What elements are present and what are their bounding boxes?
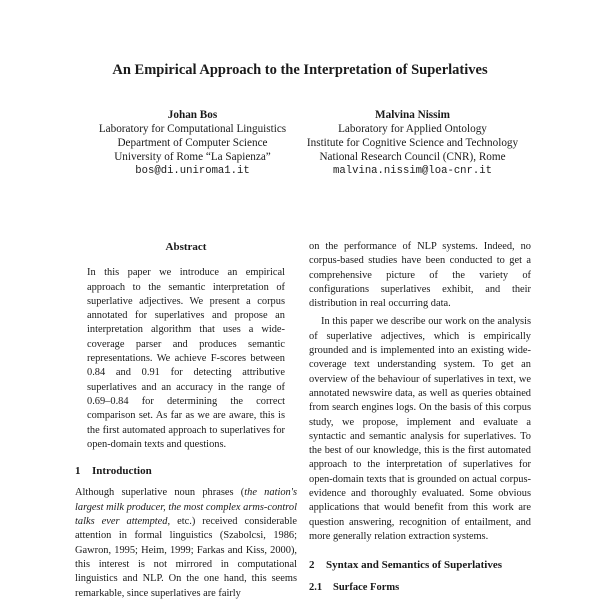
abstract-text: In this paper we introduce an empirical approach to the semantic interpretation of superlative adjectives. We present a corpus annotated for superlatives and propose an interpretation algorithm that uses a wide-coverage parser and produces semantic representations. We achieve F-scores between 0.84 and 0.91 for detecting attributive superlatives and an accuracy in the range of 0.69–0.84 for determining the correct comparison set. As far as we are aware, this is the first automated approach to superlatives for open-domain texts and questions. <box>87 267 285 450</box>
intro-paragraph-1-continued: on the performance of NLP systems. Indeed, no corpus-based studies have been conducted to get a comprehensive picture of the variety of configurations superlatives exhibit, and their distribution in real occurring data. <box>309 241 531 310</box>
section-heading-2 <box>309 558 531 572</box>
section-number: 2 <box>309 559 315 572</box>
section-number: 1 <box>75 465 81 478</box>
author-block-2 <box>300 108 525 178</box>
intro-examples: the nation's largest milk producer, the most complex arms-control talks ever attempted <box>75 487 297 528</box>
author-email: malvina.nissim@loa-cnr.it <box>333 165 492 177</box>
author-affiliation: Laboratory for Applied Ontology <box>338 123 487 135</box>
section-title: Syntax and Semantics of Superlatives <box>326 559 503 572</box>
author-affiliation: National Research Council (CNR), Rome <box>319 151 506 163</box>
intro-text: , etc.) received considerable attention in formal linguistics (Szabolcsi, 1986; Gawron, 1995; Heim, 1999; Farkas and Kiss, 2000), this interest is not mirrored in computational linguistics and NLP. On the one hand, this seems remarkable, since superlatives are fairly <box>75 516 297 599</box>
author-email: bos@di.uniroma1.it <box>135 165 250 177</box>
author-affiliation: Department of Computer Science <box>117 137 268 149</box>
subsection-number: 2.1 <box>309 581 323 593</box>
paper-title: An Empirical Approach to the Interpretation of Superlatives <box>112 62 488 78</box>
intro-paragraph-1 <box>75 486 297 600</box>
author-block-1 <box>80 108 305 178</box>
author-affiliation: University of Rome “La Sapienza” <box>114 151 271 163</box>
author-affiliation: Laboratory for Computational Linguistics <box>98 123 287 135</box>
author-name: Johan Bos <box>167 109 218 121</box>
intro-text: Although superlative noun phrases ( <box>75 487 245 499</box>
section-heading-1 <box>75 464 297 478</box>
subsection-title: Surface Forms <box>333 581 400 593</box>
intro-paragraph-2: In this paper we describe our work on the analysis of superlative adjectives, which is empirically grounded and is implemented into an existing wide-coverage text understanding system. To get an overview of the behaviour of superlatives in text, we annotated newswire data, as well as queries obtained from search engines logs. On the basis of this corpus study, we propose, implement and evaluate a syntactic and semantic analysis for superlatives. To the best of our knowledge, this is the first automated approach to the interpretation of superlatives for open-domain texts that is grounded on actual corpus-evidence and thoroughly evaluated. Some obvious applications that would benefit from this work are question answering, recognition of entailment, and more generally relation extraction systems. <box>309 316 531 542</box>
author-name: Malvina Nissim <box>375 109 450 121</box>
author-affiliation: Institute for Cognitive Science and Technology <box>306 137 519 149</box>
abstract-heading: Abstract <box>165 241 207 253</box>
section-title: Introduction <box>92 465 152 478</box>
left-column <box>75 240 297 601</box>
subsection-heading-2-1 <box>309 581 531 595</box>
right-column <box>309 240 531 595</box>
